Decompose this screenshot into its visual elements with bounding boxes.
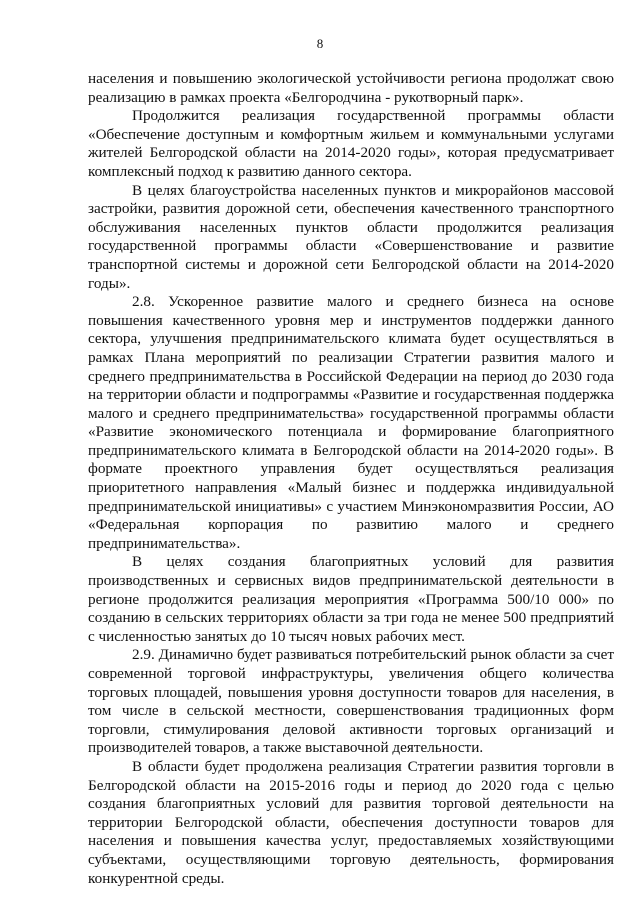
paragraph-continuation: населения и повышению экологической устойчивости региона продолжат свою реализацию в рамках проекта «Белгородчина - рукотворный парк». (88, 70, 614, 106)
page-number: 8 (316, 36, 324, 51)
paragraph-section-2-9: 2.9. Динамично будет развиваться потребительский рынок области за счет современной торговой инфраструктуры, увеличения общего количества торговых площадей, повышения уровня доступности товаров для населения, в том числе в сельской местности, совершенствования традиционных форм торговли, стимулирования деловой активности торговых организаций и производителей товаров, а также выставочной деятельности. (88, 646, 614, 757)
paragraph-transport-program: В целях благоустройства населенных пунктов и микрорайонов массовой застройки, развития дорожной сети, обеспечения качественного транспортного обслуживания населенных пунктов области продолжится реализация государственной программы области «Совершенствование и развитие транспортной системы и дорожной сети Белгородской области на 2014-2020 годы». (88, 181, 614, 292)
paragraph-trade-strategy: В области будет продолжена реализация Стратегии развития торговли в Белгородской области на 2015-2016 годы и период до 2020 года с целью создания благоприятных условий для развития торговой деятельности на территории Белгородской области, обеспечения доступности товаров для населения и повышения качества услуг, предоставляемых хозяйствующими субъектами, осуществляющими торговую деятельность, формирования конкурентной среды. (88, 757, 614, 887)
paragraph-program-500: В целях создания благоприятных условий для развития производственных и сервисных видов предпринимательской деятельности в регионе продолжится реализация мероприятия «Программа 500/10 000» по созданию в сельских территориях области за три года не менее 500 предприятий с численностью занятых до 10 тысяч новых рабочих мест. (88, 553, 614, 645)
paragraph-section-2-8: 2.8. Ускоренное развитие малого и среднего бизнеса на основе повышения качественного уровня мер и инструментов поддержки данного сектора, улучшения предпринимательского климата будет осуществляться в рамках Плана мероприятий по реализации Стратегии развития малого и среднего предпринимательства в Российской Федерации на период до 2030 года на территории области и подпрограммы «Развитие и государственная поддержка малого и среднего предпринимательства» государственной программы области «Развитие экономического потенциала и формирование благоприятного предпринимательского климата в Белгородской области на 2014-2020 годы». В формате проектного управления будет осуществляться реализация приоритетного направления «Малый бизнес и поддержка индивидуальной предпринимательской инициативы» с участием Минэкономразвития России, АО «Федеральная корпорация по развитию малого и среднего предпринимательства». (88, 293, 614, 552)
paragraph-housing-program: Продолжится реализация государственной программы области «Обеспечение доступным и комфортным жильем и коммунальными услугами жителей Белгородской области на 2014-2020 годы», которая предусматривает комплексный подход к развитию данного сектора. (88, 107, 614, 180)
document-body (88, 70, 614, 888)
